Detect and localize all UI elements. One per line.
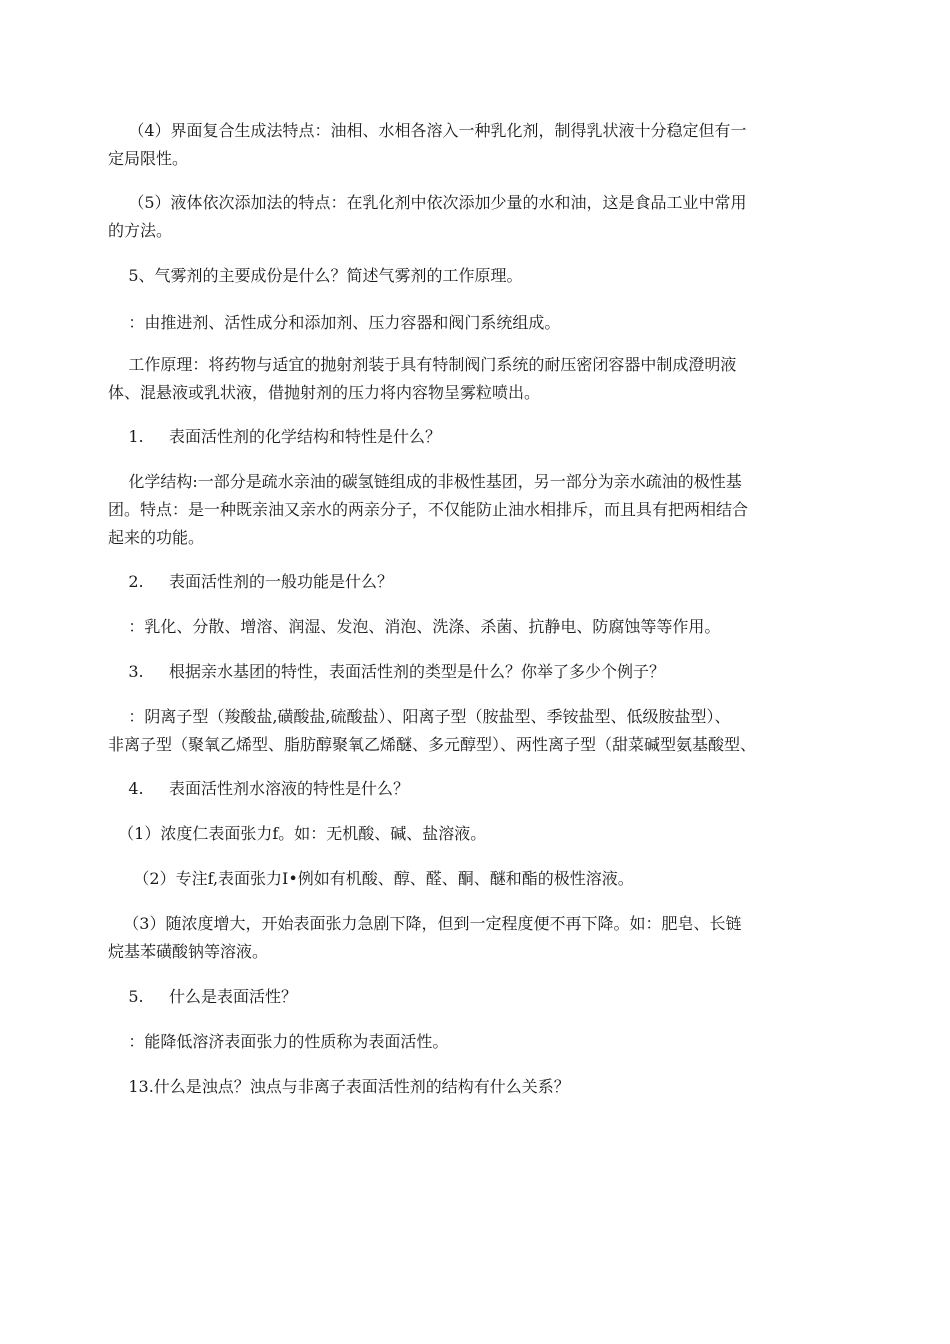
text-line: 5. 什么是表面活性？ xyxy=(108,987,298,1006)
answer-3 xyxy=(108,703,848,759)
answer-aerosol-composition xyxy=(108,309,848,337)
text-line: 5、气雾剂的主要成份是什么？简述气雾剂的工作原理。 xyxy=(108,266,523,285)
text-line: ：能降低溶济表面张力的性质称为表面活性。 xyxy=(108,1032,449,1051)
paragraph-interface-composite xyxy=(108,117,848,173)
question-13 xyxy=(108,1073,848,1101)
text-line: 团。特点：是一种既亲油又亲水的两亲分子，不仅能防止油水相排斥，而且具有把两相结合 xyxy=(108,500,749,519)
text-line: （5）液体依次添加法的特点：在乳化剂中依次添加少量的水和油，这是食品工业中常用 xyxy=(108,193,747,212)
text-line: （3）随浓度增大，开始表面张力急剧下降，但到一定程度便不再下降。如：肥皂、长链 xyxy=(108,914,742,933)
question-aerosol xyxy=(108,262,848,290)
answer-aerosol-principle xyxy=(108,351,848,407)
question-4 xyxy=(108,775,848,803)
text-line: （1）浓度仁表面张力f。如：无机酸、碱、盐溶液。 xyxy=(108,824,487,843)
text-line: 工作原理：将药物与适宜的抛射剂装于具有特制阀门系统的耐压密闭容器中制成澄明液 xyxy=(108,355,737,374)
text-line: ：乳化、分散、增溶、润湿、发泡、消泡、洗涤、杀菌、抗静电、防腐蚀等等作用。 xyxy=(108,617,721,636)
question-1 xyxy=(108,423,848,451)
text-line: ：由推进剂、活性成分和添加剂、压力容器和阀门系统组成。 xyxy=(108,313,561,332)
text-line: 定局限性。 xyxy=(108,149,189,168)
answer-4-item-2 xyxy=(108,865,848,893)
text-line: 体、混悬液或乳状液，借抛射剂的压力将内容物呈雾粒喷出。 xyxy=(108,383,541,402)
answer-1 xyxy=(108,468,848,552)
question-3 xyxy=(108,658,848,686)
text-line: 13.什么是浊点？浊点与非离子表面活性剂的结构有什么关系？ xyxy=(108,1077,570,1096)
text-line: 4. 表面活性剂水溶液的特性是什么？ xyxy=(108,779,410,798)
text-line: 3. 根据亲水基团的特性，表面活性剂的类型是什么？你举了多少个例子？ xyxy=(108,662,666,681)
text-line: （2）专注f,表面张力I•例如有机酸、醇、醛、酮、醚和酯的极性溶液。 xyxy=(108,869,634,888)
text-line: 2. 表面活性剂的一般功能是什么？ xyxy=(108,572,394,591)
text-line: （4）界面复合生成法特点：油相、水相各溶入一种乳化剂，制得乳状液十分稳定但有一 xyxy=(108,121,747,140)
text-line: ：阴离子型（羧酸盐,磺酸盐,硫酸盐）、阳离子型（胺盐型、季铵盐型、低级胺盐型）、 xyxy=(108,707,731,726)
answer-4-item-3 xyxy=(108,910,848,966)
answer-4-item-1 xyxy=(108,820,848,848)
text-line: 烷基苯磺酸钠等溶液。 xyxy=(108,942,269,961)
text-line: 1. 表面活性剂的化学结构和特性是什么？ xyxy=(108,427,442,446)
question-5 xyxy=(108,983,848,1011)
text-line: 化学结构:一部分是疏水亲油的碳氢链组成的非极性基团，另一部分为亲水疏油的极性基 xyxy=(108,472,742,491)
text-line: 起来的功能。 xyxy=(108,528,205,547)
paragraph-sequential-addition xyxy=(108,189,848,245)
text-line: 非离子型（聚氧乙烯型、脂肪醇聚氧乙烯醚、多元醇型）、两性离子型（甜菜碱型氨基酸型、 xyxy=(108,735,757,754)
text-line: 的方法。 xyxy=(108,221,173,240)
answer-5 xyxy=(108,1028,848,1056)
answer-2 xyxy=(108,613,848,641)
question-2 xyxy=(108,568,848,596)
